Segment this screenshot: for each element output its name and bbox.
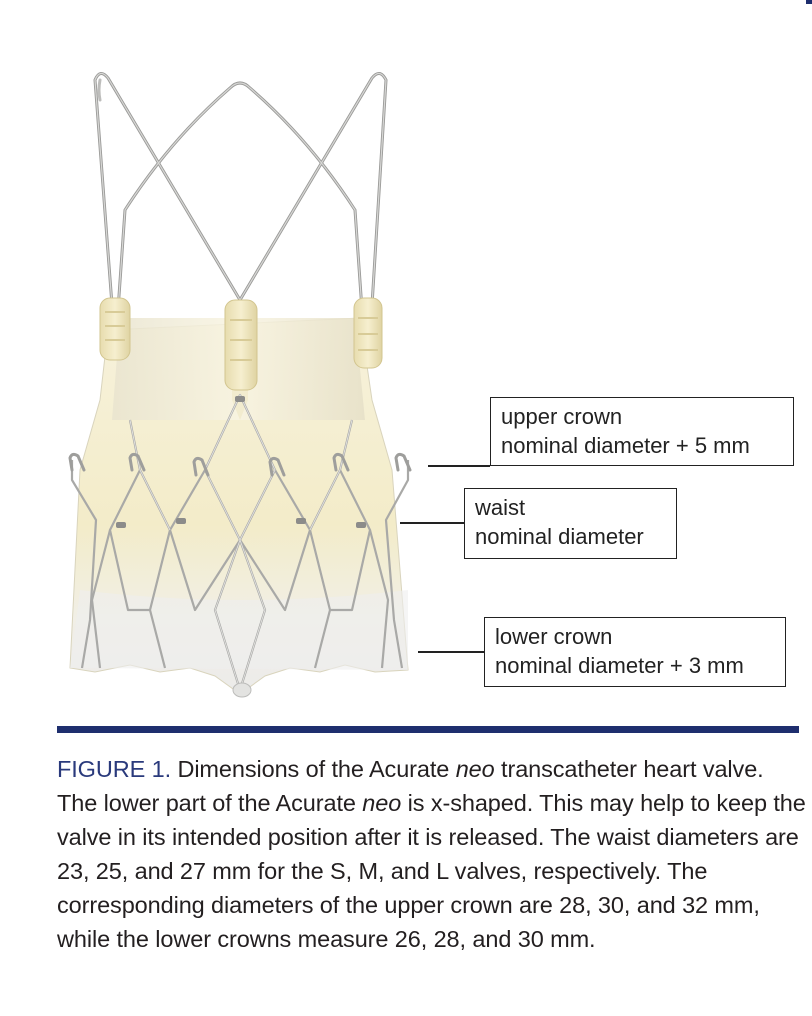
caption-emphasis-1: neo <box>455 756 495 782</box>
lower-crown-callout <box>484 617 786 687</box>
upper-crown-leader-line <box>428 465 490 467</box>
waist-callout <box>464 488 677 559</box>
waist-title: waist <box>475 495 526 520</box>
caption-text-1: Dimensions of the Acurate <box>171 756 456 782</box>
figure-caption <box>57 752 807 956</box>
caption-text-3: is x-shaped. This may help to keep the valve in its intended position after it is released. The waist diameters are 23, 25, and 27 mm for the S, M, and L valves, respectively. The corresponding diameters of the upper crown are 28, 30, and 32 mm, while the lower crowns measure 26, 28, and 30 mm. <box>57 790 806 952</box>
waist-detail: nominal diameter <box>475 524 644 549</box>
valve-tip <box>233 683 251 697</box>
caption-divider <box>57 726 799 733</box>
upper-crown-detail: nominal diameter + 5 mm <box>501 433 750 458</box>
upper-crown-callout <box>490 397 794 466</box>
lower-crown-leader-line <box>418 651 484 653</box>
figure-label: FIGURE 1. <box>57 756 172 782</box>
waist-leader-line <box>400 522 464 524</box>
lower-crown-detail: nominal diameter + 3 mm <box>495 653 744 678</box>
caption-text-2: transcatheter heart valve. The lower part of the Acurate <box>57 756 764 816</box>
lower-crown-title: lower crown <box>495 624 613 649</box>
upper-crown-title: upper crown <box>501 404 623 429</box>
caption-emphasis-2: neo <box>362 790 402 816</box>
